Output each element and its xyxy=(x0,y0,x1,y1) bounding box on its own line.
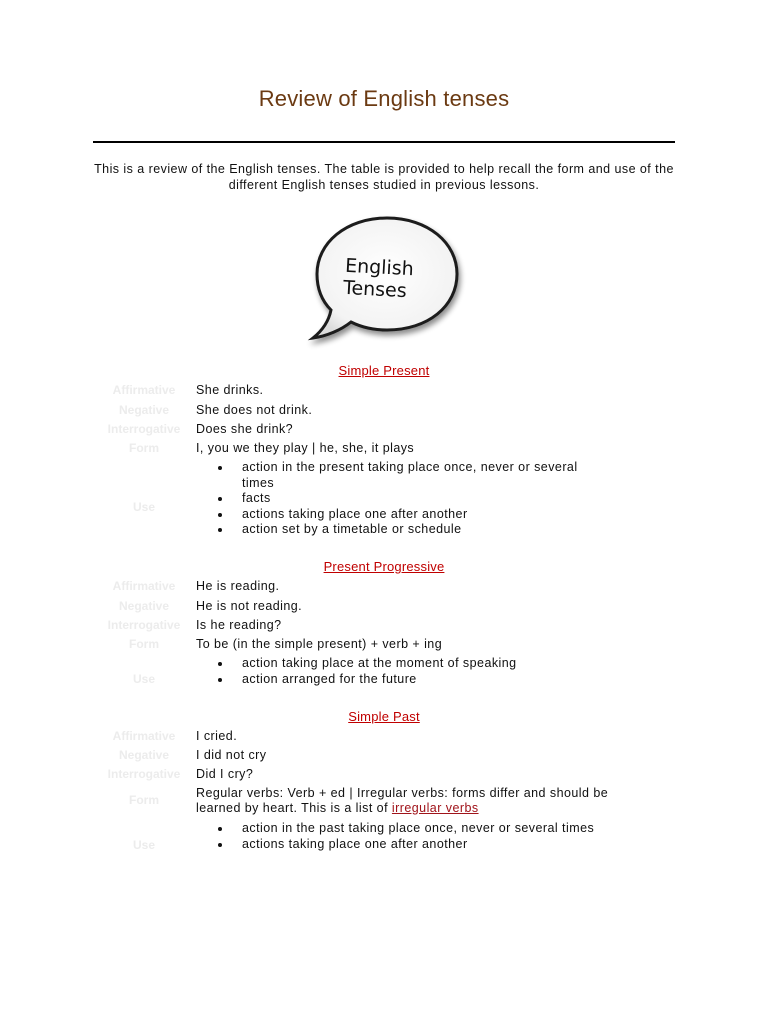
list-item: action in the past taking place once, never or several times xyxy=(212,821,652,837)
row-label-form: Form xyxy=(129,441,159,455)
row-label-use: Use xyxy=(132,672,155,686)
negative-example: I did not cry xyxy=(196,748,267,762)
list-item: action taking place at the moment of speaking xyxy=(212,656,612,672)
section-title-present-progressive: Present Progressive xyxy=(323,559,445,574)
intro-paragraph: This is a review of the English tenses. The table is provided to help recall the form and use of the different English tenses studied in previous lessons. xyxy=(94,162,674,192)
use-list xyxy=(212,460,592,538)
list-item: action arranged for the future xyxy=(212,672,612,688)
row-label-negative: Negative xyxy=(118,748,170,762)
page-title: Review of English tenses xyxy=(258,86,510,111)
affirmative-example: He is reading. xyxy=(196,579,280,593)
list-item: action in the present taking place once, never or several times xyxy=(212,460,592,491)
affirmative-example: I cried. xyxy=(196,729,238,743)
row-label-affirmative: Affirmative xyxy=(112,383,176,397)
section-title-simple-past: Simple Past xyxy=(348,709,420,724)
title-divider xyxy=(93,141,675,143)
irregular-verbs-link[interactable]: irregular verbs xyxy=(391,801,479,815)
row-label-use: Use xyxy=(132,500,155,514)
interrogative-example: Does she drink? xyxy=(196,422,294,436)
interrogative-example: Did I cry? xyxy=(196,767,254,781)
row-label-affirmative: Affirmative xyxy=(112,729,176,743)
section-title-simple-present: Simple Present xyxy=(338,363,430,378)
row-label-form: Form xyxy=(129,637,159,651)
use-list xyxy=(212,656,612,687)
list-item: actions taking place one after another xyxy=(212,837,652,853)
row-label-negative: Negative xyxy=(118,599,170,613)
list-item: actions taking place one after another xyxy=(212,507,592,523)
list-item: action set by a timetable or schedule xyxy=(212,522,592,538)
row-label-form: Form xyxy=(129,793,159,807)
bubble-text-line1: English xyxy=(344,254,415,281)
interrogative-example: Is he reading? xyxy=(196,618,282,632)
affirmative-example: She drinks. xyxy=(196,383,264,397)
negative-example: She does not drink. xyxy=(196,403,313,417)
speech-bubble-image xyxy=(305,212,470,352)
row-label-use: Use xyxy=(132,838,155,852)
list-item: facts xyxy=(212,491,592,507)
row-label-interrogative: Interrogative xyxy=(107,767,181,781)
row-label-interrogative: Interrogative xyxy=(107,422,181,436)
row-label-affirmative: Affirmative xyxy=(112,579,176,593)
form-description xyxy=(196,786,656,816)
bubble-text-line2: Tenses xyxy=(342,276,408,303)
use-list xyxy=(212,821,652,852)
negative-example: He is not reading. xyxy=(196,599,303,613)
form-text: Regular verbs: Verb + ed | Irregular verbs: forms differ and should be learned by heart. This is a list of xyxy=(196,786,609,815)
row-label-interrogative: Interrogative xyxy=(107,618,181,632)
row-label-negative: Negative xyxy=(118,403,170,417)
form-description: I, you we they play | he, she, it plays xyxy=(196,441,415,455)
form-description: To be (in the simple present) + verb + ing xyxy=(196,637,443,651)
